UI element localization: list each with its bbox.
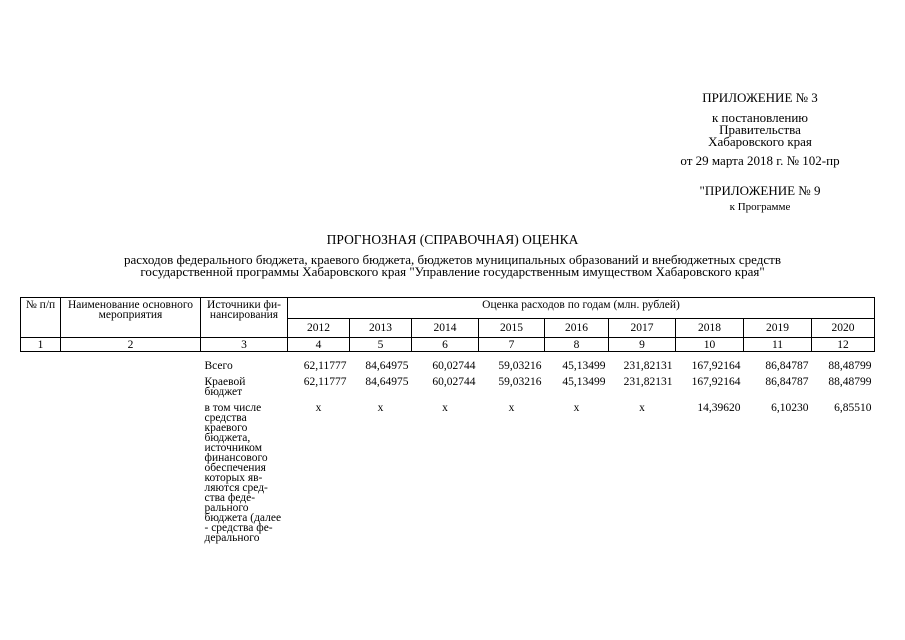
activity-name-cell bbox=[61, 375, 201, 401]
column-number: 11 bbox=[744, 338, 812, 352]
value-cell: 88,48799 bbox=[828, 376, 872, 388]
value-cell: 60,02744 bbox=[432, 376, 476, 388]
document-subtitle bbox=[20, 254, 885, 278]
value-cell: х bbox=[508, 402, 515, 414]
column-number: 4 bbox=[288, 338, 350, 352]
column-number: 2 bbox=[61, 338, 201, 352]
header-year: 2013 bbox=[350, 319, 412, 338]
header-row-number: № п/п bbox=[21, 298, 61, 338]
funding-source-cell: Краевой бюджет bbox=[204, 376, 246, 398]
value-cell: 59,03216 bbox=[498, 360, 542, 372]
annex-3-reference-line: к постановлению bbox=[711, 110, 809, 125]
header-activity-name: Наименование основного мероприятия bbox=[61, 298, 201, 338]
value-cell: 14,39620 bbox=[697, 402, 741, 414]
annex-3-date: от 29 марта 2018 г. № 102-пр bbox=[680, 153, 840, 168]
value-cell: 84,64975 bbox=[365, 360, 409, 372]
header-expenditure-estimate: Оценка расходов по годам (млн. рублей) bbox=[288, 298, 875, 319]
row-number-cell bbox=[21, 401, 61, 543]
column-number: 1 bbox=[21, 338, 61, 352]
value-cell: 88,48799 bbox=[828, 360, 872, 372]
value-cell: 62,11777 bbox=[303, 360, 347, 372]
document-title: ПРОГНОЗНАЯ (СПРАВОЧНАЯ) ОЦЕНКА bbox=[326, 232, 579, 247]
column-number: 5 bbox=[350, 338, 412, 352]
header-year: 2017 bbox=[609, 319, 676, 338]
value-cell: 231,82131 bbox=[623, 360, 673, 372]
header-year: 2014 bbox=[412, 319, 479, 338]
funding-source-cell: Всего bbox=[204, 360, 233, 372]
annex-9-reference: к Программе bbox=[729, 201, 791, 213]
activity-name-cell bbox=[61, 352, 201, 376]
table-row-federal-funds bbox=[21, 401, 875, 543]
value-cell: 167,92164 bbox=[691, 360, 741, 372]
expenditure-table bbox=[20, 297, 875, 543]
value-cell: 231,82131 bbox=[623, 376, 673, 388]
column-number: 9 bbox=[609, 338, 676, 352]
annex-9-title: "ПРИЛОЖЕНИЕ № 9 bbox=[699, 183, 821, 198]
column-number: 12 bbox=[812, 338, 875, 352]
table-body bbox=[21, 352, 875, 544]
column-number: 6 bbox=[412, 338, 479, 352]
column-number: 3 bbox=[201, 338, 288, 352]
value-cell: 86,84787 bbox=[765, 376, 809, 388]
annex-3-reference-line: Правительства bbox=[719, 122, 801, 137]
value-cell: х bbox=[315, 402, 322, 414]
value-cell: 6,85510 bbox=[834, 402, 872, 414]
table-row-total bbox=[21, 352, 875, 376]
value-cell: 60,02744 bbox=[432, 360, 476, 372]
activity-name-cell bbox=[61, 401, 201, 543]
column-number: 8 bbox=[545, 338, 609, 352]
funding-source-cell: в том числе средства краевого бюджета, источником финансового обеспечения которых яв- ляются сред- ства феде- рального бюджета (далее - средства фе- дерального bbox=[204, 402, 282, 544]
value-cell: х bbox=[573, 402, 580, 414]
annex-3-title: ПРИЛОЖЕНИЕ № 3 bbox=[702, 90, 818, 105]
header-year: 2018 bbox=[676, 319, 744, 338]
row-number-cell bbox=[21, 375, 61, 401]
value-cell: 86,84787 bbox=[765, 360, 809, 372]
header-year: 2020 bbox=[812, 319, 875, 338]
header-funding-source: Источники фи- нансирования bbox=[201, 298, 288, 338]
table-row-regional-budget bbox=[21, 375, 875, 401]
column-number: 10 bbox=[676, 338, 744, 352]
header-year: 2016 bbox=[545, 319, 609, 338]
document-subtitle-line: государственной программы Хабаровского края "Управление государственным имуществом Хабаровского края" bbox=[140, 264, 765, 279]
value-cell: х bbox=[639, 402, 645, 414]
value-cell: 62,11777 bbox=[303, 376, 347, 388]
value-cell: 167,92164 bbox=[691, 376, 741, 388]
value-cell: 84,64975 bbox=[365, 376, 409, 388]
column-number: 7 bbox=[479, 338, 545, 352]
value-cell: х bbox=[442, 402, 448, 414]
header-year: 2012 bbox=[288, 319, 350, 338]
table-header bbox=[21, 298, 875, 352]
value-cell: 59,03216 bbox=[498, 376, 542, 388]
header-year: 2019 bbox=[744, 319, 812, 338]
value-cell: 45,13499 bbox=[562, 360, 606, 372]
document-subtitle-line: расходов федерального бюджета, краевого бюджета, бюджетов муниципальных образований и внебюджетных средств bbox=[124, 252, 781, 267]
value-cell: 6,10230 bbox=[771, 402, 809, 414]
value-cell: х bbox=[377, 402, 384, 414]
header-year: 2015 bbox=[479, 319, 545, 338]
value-cell: 45,13499 bbox=[562, 376, 606, 388]
annex-3-reference bbox=[640, 112, 880, 148]
annex-3-reference-line: Хабаровского края bbox=[708, 134, 812, 149]
row-number-cell bbox=[21, 352, 61, 376]
